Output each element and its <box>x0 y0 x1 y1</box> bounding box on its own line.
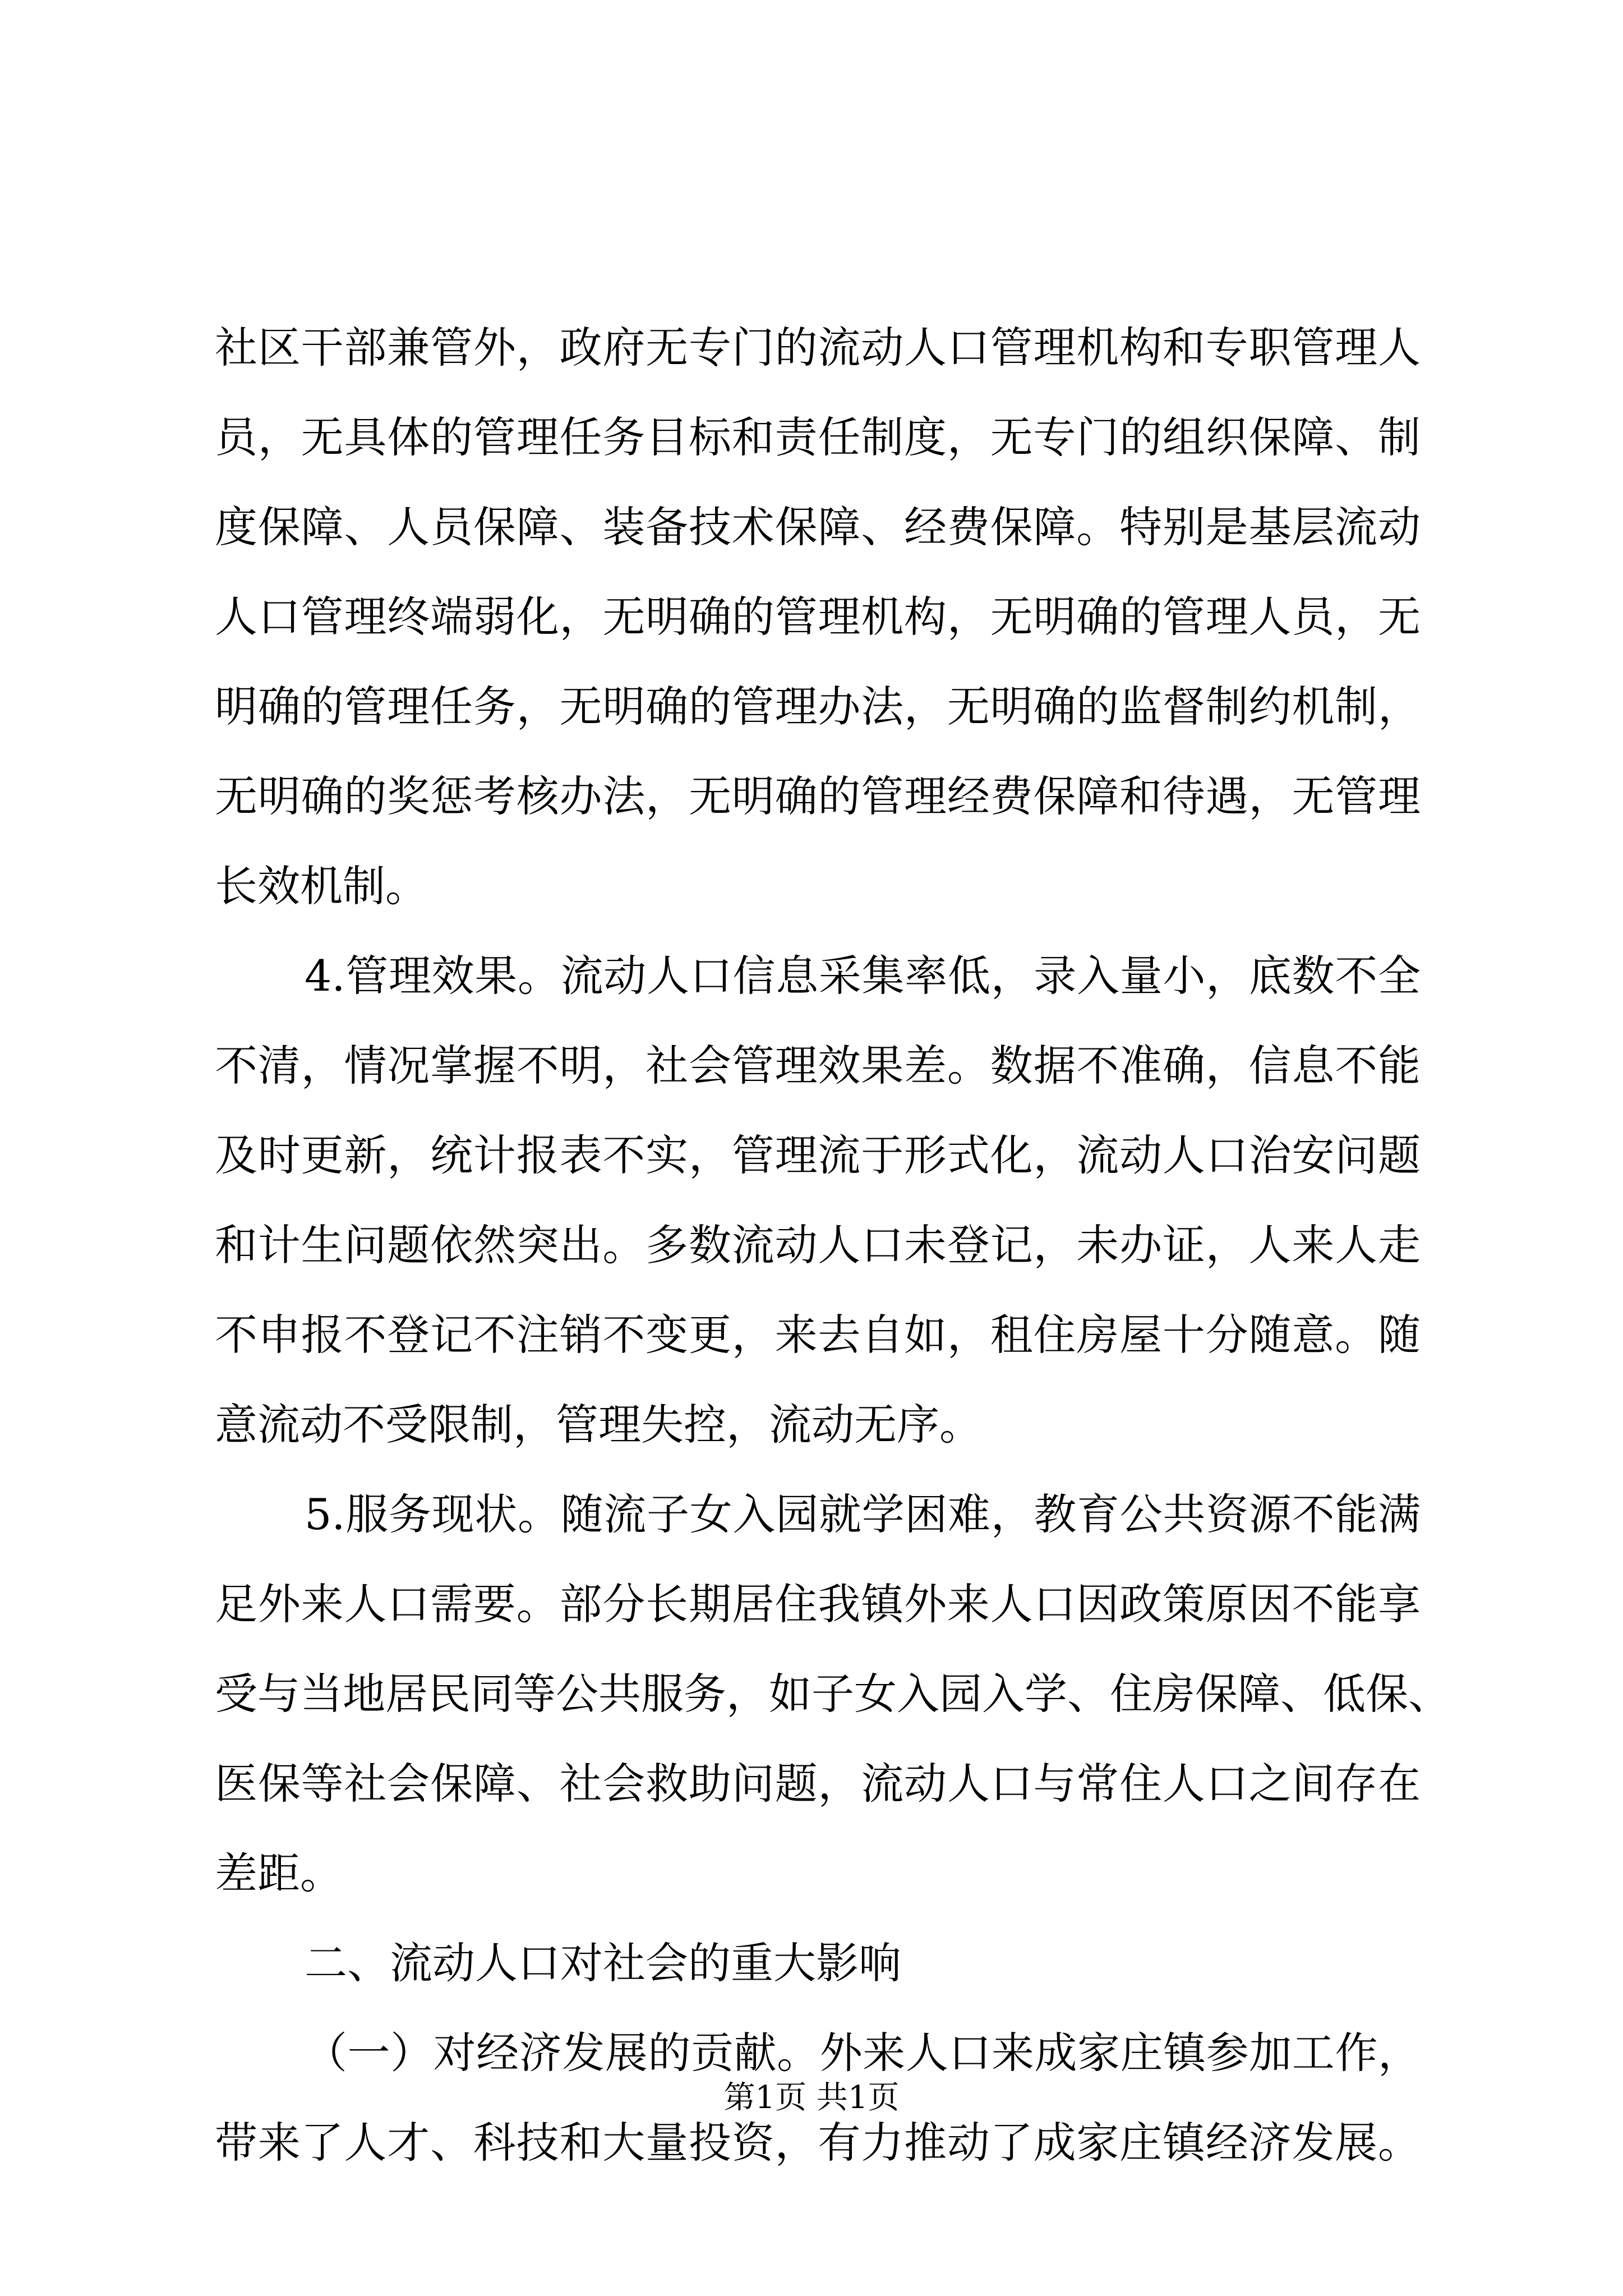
paragraph-start-line: （一）对经济发展的贡献。外来人口来成家庄镇参加工作， <box>305 2028 1421 2078</box>
text-line: 和计生问题依然突出。多数流动人口未登记，未办证，人来人走 <box>215 1220 1421 1270</box>
text-line: 及时更新，统计报表不实，管理流于形式化，流动人口治安问题 <box>215 1130 1421 1180</box>
text-line: 人口管理终端弱化，无明确的管理机构，无明确的管理人员，无 <box>215 592 1421 642</box>
text-line: 度保障、人员保障、装备技术保障、经费保障。特别是基层流动 <box>215 502 1421 552</box>
text-line: 足外来人口需要。部分长期居住我镇外来人口因政策原因不能享 <box>215 1579 1421 1629</box>
text-line: 带来了人才、科技和大量投资，有力推动了成家庄镇经济发展。 <box>215 2118 1421 2168</box>
text-line: 无明确的奖惩考核办法，无明确的管理经费保障和待遇，无管理 <box>215 771 1421 821</box>
text-line: 差距。 <box>215 1848 343 1898</box>
text-line: 长效机制。 <box>215 861 428 911</box>
paragraph-start-line: 5.服务现状。随流子女入园就学困难，教育公共资源不能满 <box>305 1489 1421 1539</box>
text-line: 受与当地居民同等公共服务，如子女入园入学、住房保障、低保、 <box>215 1669 1451 1719</box>
text-line: 意流动不受限制，管理失控，流动无序。 <box>215 1400 982 1450</box>
text-line: 不清，情况掌握不明，社会管理效果差。数据不准确，信息不能 <box>215 1041 1421 1091</box>
text-line: 员，无具体的管理任务目标和责任制度，无专门的组织保障、制 <box>215 412 1421 462</box>
text-line: 医保等社会保障、社会救助问题，流动人口与常住人口之间存在 <box>215 1759 1421 1809</box>
text-line: 不申报不登记不注销不变更，来去自如，租住房屋十分随意。随 <box>215 1310 1421 1360</box>
page-footer: 第1页 共1页 <box>723 2079 900 2116</box>
text-line: 明确的管理任务，无明确的管理办法，无明确的监督制约机制， <box>215 682 1421 731</box>
text-line: 社区干部兼管外，政府无专门的流动人口管理机构和专职管理人 <box>215 323 1421 372</box>
section-heading: 二、流动人口对社会的重大影响 <box>305 1938 901 1988</box>
document-body <box>215 303 1451 2188</box>
paragraph-start-line: 4.管理效果。流动人口信息采集率低，录入量小，底数不全 <box>305 951 1421 1001</box>
